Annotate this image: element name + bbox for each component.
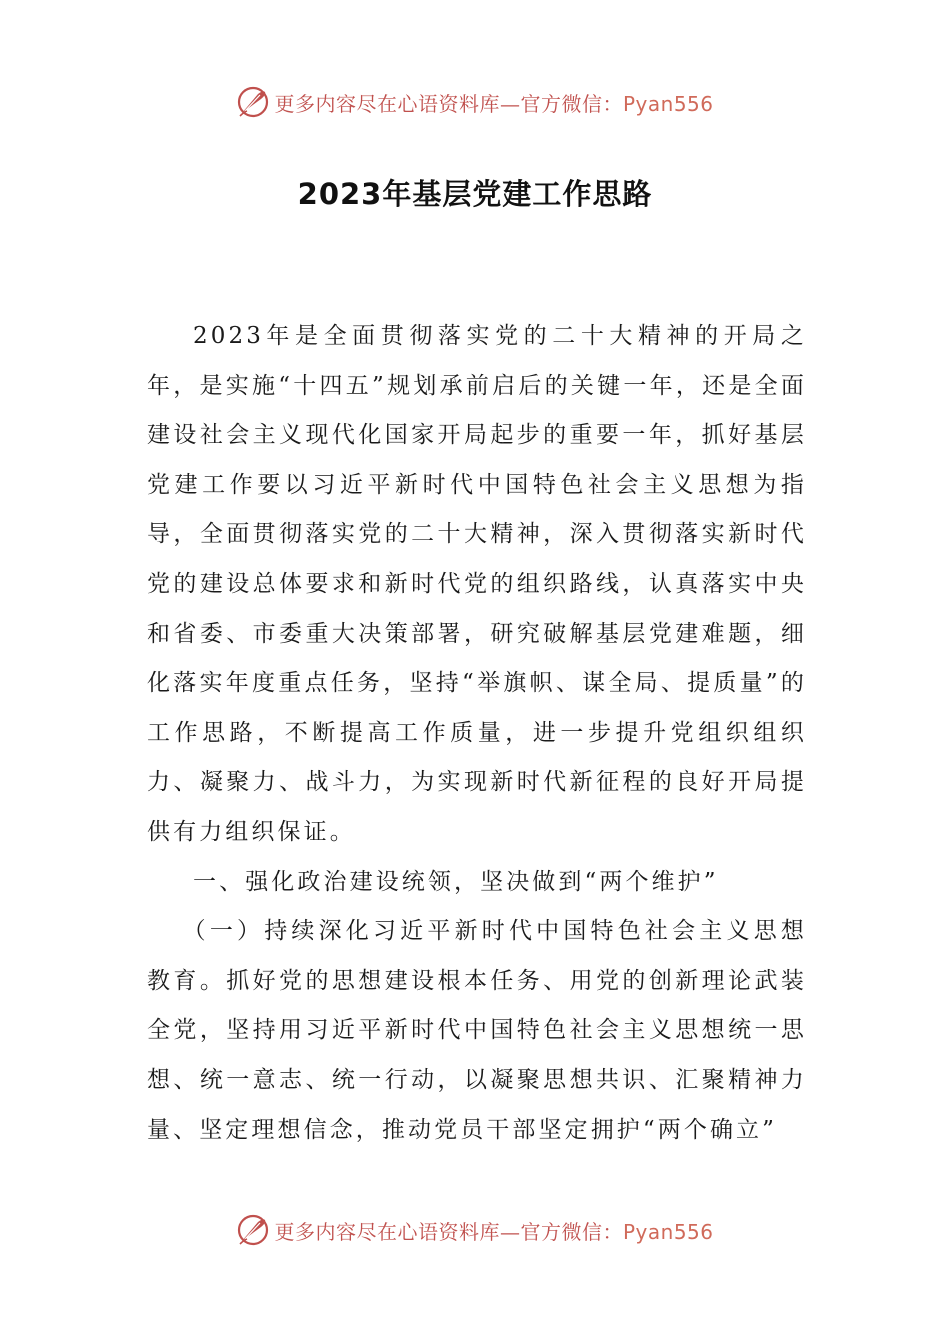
section-heading: 一、强化政治建设统领，坚决做到“两个维护”	[193, 868, 719, 895]
quill-pen-circle-icon	[236, 85, 270, 119]
intro-paragraph: 2023年是全面贯彻落实党的二十大精神的开局之年，是实施“十四五”规划承前启后的关键一年，还是全面建设社会主义现代化国家开局起步的重要一年，抓好基层党建工作要以习近平新时代中国特色社会主义思想为指导，全面贯彻落实党的二十大精神，深入贯彻落实新时代党的建设总体要求和新时代党的组织路线，认真落实中央和省委、市委重大决策部署，研究破解基层党建难题，细化落实年度重点任务，坚持“举旗帜、谋全局、提质量”的工作思路，不断提高工作质量，进一步提升党组织组织力、凝聚力、战斗力，为实现新时代新征程的良好开局提供有力组织保证。	[147, 323, 807, 845]
watermark-site-name: 更多内容尽在心语资料库	[274, 91, 500, 116]
watermark-wechat-id: Pyan556	[622, 1219, 714, 1244]
watermark-separator: —	[499, 1219, 521, 1244]
watermark-wechat-label: 官方微信：	[520, 1219, 623, 1244]
watermark-wechat-id: Pyan556	[622, 91, 714, 116]
watermark-separator: —	[499, 91, 521, 116]
watermark-text	[274, 1216, 713, 1245]
watermark-wechat-label: 官方微信：	[520, 91, 623, 116]
footer-watermark-banner	[0, 1210, 950, 1250]
document-title: 2023年基层党建工作思路	[297, 177, 653, 211]
watermark-text	[274, 88, 713, 117]
watermark-site-name: 更多内容尽在心语资料库	[274, 1219, 500, 1244]
quill-pen-circle-icon	[236, 1213, 270, 1247]
document-body	[147, 312, 807, 1155]
subsection-paragraph: （一）持续深化习近平新时代中国特色社会主义思想教育。抓好党的思想建设根本任务、用党的创新理论武装全党，坚持用习近平新时代中国特色社会主义思想统一思想、统一意志、统一行动，以凝聚思想共识、汇聚精神力量、坚定理想信念，推动党员干部坚定拥护“两个确立”	[147, 918, 807, 1143]
header-watermark-banner	[0, 82, 950, 122]
